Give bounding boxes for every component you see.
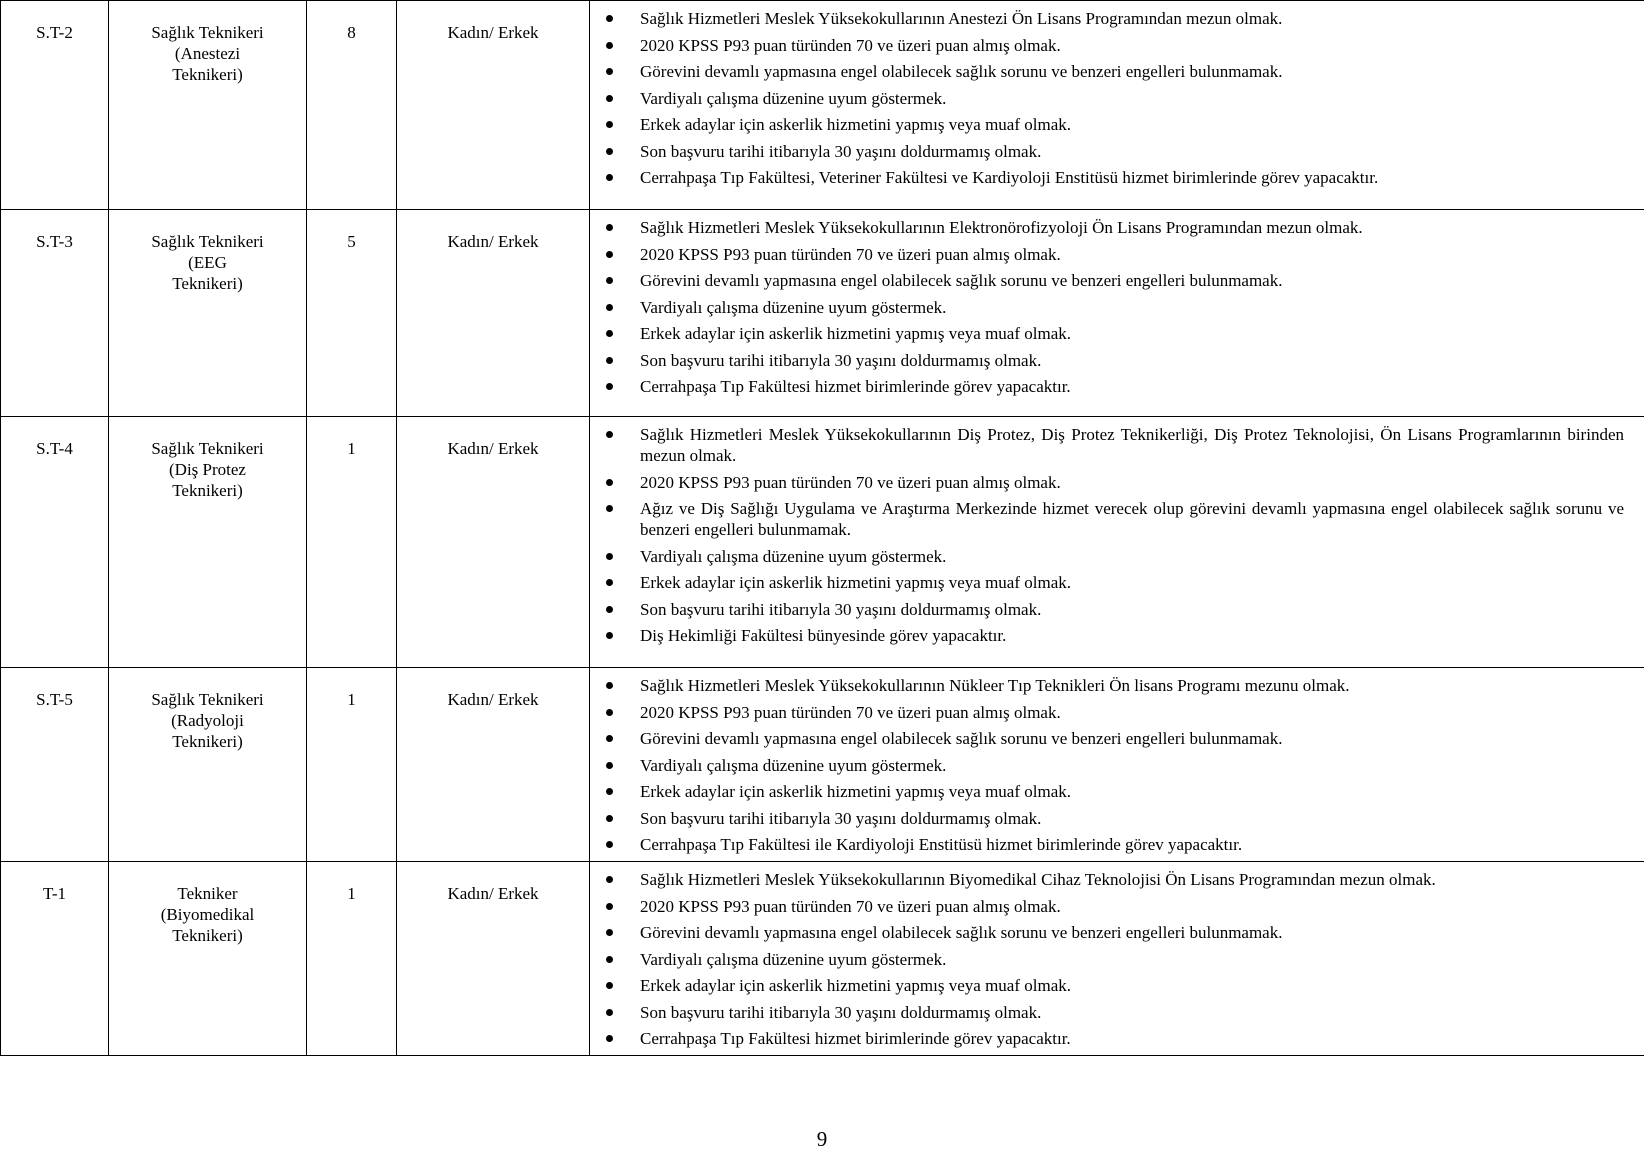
bullet-icon <box>606 788 613 795</box>
requirement-text: Sağlık Hizmetleri Meslek Yüksekokullarının Elektronörofizyoloji Ön Lisans Programından mezun olmak. <box>640 218 1363 237</box>
position-title-line: Teknikeri) <box>172 65 243 84</box>
page-number: 9 <box>816 1127 828 1151</box>
requirements-cell <box>590 1 1644 210</box>
requirements-list <box>602 424 1624 646</box>
requirement-text: 2020 KPSS P93 puan türünden 70 ve üzeri puan almış olmak. <box>640 35 1061 55</box>
requirement-text: Sağlık Hizmetleri Meslek Yüksekokullarının Diş Protez, Diş Protez Teknikerliği, Diş Protez Teknolojisi, Ön Lisans Programlarının birinden mezun olmak. <box>640 425 1624 465</box>
bullet-icon <box>606 553 613 560</box>
table-row <box>1 668 1644 862</box>
table-row <box>1 210 1644 417</box>
table-row <box>1 417 1644 668</box>
bullet-icon <box>606 277 613 284</box>
list-item <box>602 350 1624 371</box>
bullet-icon <box>606 330 613 337</box>
list-item <box>602 755 1624 776</box>
requirement-text: Görevini devamlı yapmasına engel olabilecek sağlık sorunu ve benzeri engelleri bulunmamak. <box>640 923 1283 942</box>
requirement-text: 2020 KPSS P93 puan türünden 70 ve üzeri puan almış olmak. <box>640 896 1061 916</box>
requirement-text: 2020 KPSS P93 puan türünden 70 ve üzeri puan almış olmak. <box>640 702 1061 722</box>
requirements-cell <box>590 417 1644 668</box>
position-title-line: Teknikeri) <box>172 274 243 293</box>
list-item <box>602 949 1624 970</box>
requirement-text: Görevini devamlı yapmasına engel olabilecek sağlık sorunu ve benzeri engelleri bulunmamak. <box>640 729 1283 748</box>
position-count: 1 <box>307 668 397 862</box>
requirement-text: Erkek adaylar için askerlik hizmetini yapmış veya muaf olmak. <box>640 976 1071 995</box>
bullet-icon <box>606 304 613 311</box>
bullet-icon <box>606 174 613 181</box>
requirement-text: Son başvuru tarihi itibarıyla 30 yaşını doldurmamış olmak. <box>640 350 1042 370</box>
position-title-line: Teknikeri) <box>172 481 243 500</box>
requirements-list <box>602 8 1624 188</box>
requirement-text: 2020 KPSS P93 puan türünden 70 ve üzeri puan almış olmak. <box>640 472 1061 492</box>
requirement-text: Vardiyalı çalışma düzenine uyum göstermek. <box>640 755 947 775</box>
table-row <box>1 1 1644 210</box>
list-item <box>602 834 1624 855</box>
bullet-icon <box>606 505 613 512</box>
bullet-icon <box>606 956 613 963</box>
bullet-icon <box>606 251 613 258</box>
bullet-icon <box>606 95 613 102</box>
requirement-text: Vardiyalı çalışma düzenine uyum göstermek. <box>640 88 947 108</box>
position-title-line: (Diş Protez <box>169 460 246 479</box>
requirements-cell <box>590 668 1644 862</box>
requirement-text: Sağlık Hizmetleri Meslek Yüksekokullarının Anestezi Ön Lisans Programından mezun olmak. <box>640 9 1283 28</box>
bullet-icon <box>606 148 613 155</box>
bullet-icon <box>606 431 613 438</box>
bullet-icon <box>606 1009 613 1016</box>
position-gender: Kadın/ Erkek <box>397 1 590 210</box>
position-code: S.T-2 <box>1 1 109 210</box>
list-item <box>602 1002 1624 1023</box>
requirement-text: Erkek adaylar için askerlik hizmetini yapmış veya muaf olmak. <box>640 324 1071 343</box>
list-item <box>602 167 1624 188</box>
position-count: 5 <box>307 210 397 417</box>
position-title-line: Sağlık Teknikeri <box>151 23 264 42</box>
bullet-icon <box>606 224 613 231</box>
bullet-icon <box>606 929 613 936</box>
bullet-icon <box>606 383 613 390</box>
list-item <box>602 1028 1624 1049</box>
bullet-icon <box>606 15 613 22</box>
requirement-text: 2020 KPSS P93 puan türünden 70 ve üzeri puan almış olmak. <box>640 244 1061 264</box>
list-item <box>602 8 1624 29</box>
position-title <box>109 1 307 210</box>
list-item <box>602 297 1624 318</box>
bullet-icon <box>606 982 613 989</box>
requirement-text: Vardiyalı çalışma düzenine uyum göstermek. <box>640 546 947 566</box>
list-item <box>602 61 1624 82</box>
list-item <box>602 376 1624 397</box>
requirements-cell <box>590 862 1644 1056</box>
list-item <box>602 675 1624 696</box>
position-gender: Kadın/ Erkek <box>397 417 590 668</box>
list-item <box>602 270 1624 291</box>
bullet-icon <box>606 42 613 49</box>
bullet-icon <box>606 762 613 769</box>
requirement-text: Cerrahpaşa Tıp Fakültesi hizmet birimlerinde görev yapacaktır. <box>640 1029 1071 1048</box>
position-count: 8 <box>307 1 397 210</box>
list-item <box>602 869 1624 890</box>
position-title <box>109 668 307 862</box>
list-item <box>602 498 1624 540</box>
position-title <box>109 862 307 1056</box>
position-title-line: (Radyoloji <box>171 711 244 730</box>
requirement-text: Ağız ve Diş Sağlığı Uygulama ve Araştırma Merkezinde hizmet verecek olup görevini devamlı yapmasına engel olabilecek sağlık sorunu ve benzeri engelleri bulunmamak. <box>640 499 1624 539</box>
position-code: S.T-4 <box>1 417 109 668</box>
requirements-list <box>602 675 1624 855</box>
list-item <box>602 244 1624 265</box>
list-item <box>602 599 1624 620</box>
requirement-text: Vardiyalı çalışma düzenine uyum göstermek. <box>640 297 947 317</box>
bullet-icon <box>606 606 613 613</box>
position-title-line: Sağlık Teknikeri <box>151 232 264 251</box>
bullet-icon <box>606 903 613 910</box>
list-item <box>602 546 1624 567</box>
requirement-text: Görevini devamlı yapmasına engel olabilecek sağlık sorunu ve benzeri engelleri bulunmamak. <box>640 62 1283 81</box>
position-title-line: (Anestezi <box>174 44 241 63</box>
position-title-line: (EEG <box>188 253 227 272</box>
list-item <box>602 922 1624 943</box>
requirement-text: Erkek adaylar için askerlik hizmetini yapmış veya muaf olmak. <box>640 782 1071 801</box>
requirement-text: Vardiyalı çalışma düzenine uyum göstermek. <box>640 949 947 969</box>
list-item <box>602 424 1624 466</box>
bullet-icon <box>606 479 613 486</box>
position-gender: Kadın/ Erkek <box>397 668 590 862</box>
list-item <box>602 114 1624 135</box>
requirement-text: Son başvuru tarihi itibarıyla 30 yaşını doldurmamış olmak. <box>640 1002 1042 1022</box>
requirement-text: Cerrahpaşa Tıp Fakültesi, Veteriner Fakültesi ve Kardiyoloji Enstitüsü hizmet birimlerinde görev yapacaktır. <box>640 168 1379 187</box>
bullet-icon <box>606 682 613 689</box>
position-code: S.T-3 <box>1 210 109 417</box>
list-item <box>602 35 1624 56</box>
position-count: 1 <box>307 417 397 668</box>
list-item <box>602 625 1624 646</box>
requirement-text: Sağlık Hizmetleri Meslek Yüksekokullarının Biyomedikal Cihaz Teknolojisi Ön Lisans Programından mezun olmak. <box>640 870 1436 889</box>
list-item <box>602 88 1624 109</box>
bullet-icon <box>606 357 613 364</box>
bullet-icon <box>606 632 613 639</box>
position-title-line: (Biyomedikal <box>160 905 255 924</box>
list-item <box>602 896 1624 917</box>
position-code: S.T-5 <box>1 668 109 862</box>
position-gender: Kadın/ Erkek <box>397 862 590 1056</box>
bullet-icon <box>606 68 613 75</box>
bullet-icon <box>606 841 613 848</box>
positions-table-body <box>1 1 1644 1056</box>
requirements-list <box>602 869 1624 1049</box>
bullet-icon <box>606 735 613 742</box>
position-title-line: Teknikeri) <box>172 926 243 945</box>
bullet-icon <box>606 876 613 883</box>
requirements-cell <box>590 210 1644 417</box>
list-item <box>602 323 1624 344</box>
bullet-icon <box>606 121 613 128</box>
list-item <box>602 702 1624 723</box>
bullet-icon <box>606 815 613 822</box>
list-item <box>602 217 1624 238</box>
requirement-text: Erkek adaylar için askerlik hizmetini yapmış veya muaf olmak. <box>640 573 1071 592</box>
position-title-line: Sağlık Teknikeri <box>151 690 264 709</box>
list-item <box>602 808 1624 829</box>
list-item <box>602 728 1624 749</box>
list-item <box>602 472 1624 493</box>
position-gender: Kadın/ Erkek <box>397 210 590 417</box>
list-item <box>602 572 1624 593</box>
requirement-text: Son başvuru tarihi itibarıyla 30 yaşını doldurmamış olmak. <box>640 808 1042 828</box>
requirement-text: Son başvuru tarihi itibarıyla 30 yaşını doldurmamış olmak. <box>640 141 1042 161</box>
list-item <box>602 781 1624 802</box>
requirement-text: Erkek adaylar için askerlik hizmetini yapmış veya muaf olmak. <box>640 115 1071 134</box>
position-count: 1 <box>307 862 397 1056</box>
requirements-list <box>602 217 1624 397</box>
requirement-text: Cerrahpaşa Tıp Fakültesi ile Kardiyoloji Enstitüsü hizmet birimlerinde görev yapacaktır. <box>640 835 1243 854</box>
position-title-line: Teknikeri) <box>172 732 243 751</box>
bullet-icon <box>606 579 613 586</box>
position-title-line: Sağlık Teknikeri <box>151 439 264 458</box>
requirement-text: Diş Hekimliği Fakültesi bünyesinde görev yapacaktır. <box>640 626 1007 645</box>
position-title-line: Tekniker <box>177 884 238 903</box>
requirement-text: Görevini devamlı yapmasına engel olabilecek sağlık sorunu ve benzeri engelleri bulunmamak. <box>640 271 1283 290</box>
requirement-text: Sağlık Hizmetleri Meslek Yüksekokullarının Nükleer Tıp Teknikleri Ön lisans Programı mezunu olmak. <box>640 676 1350 695</box>
requirement-text: Son başvuru tarihi itibarıyla 30 yaşını doldurmamış olmak. <box>640 599 1042 619</box>
position-title <box>109 210 307 417</box>
list-item <box>602 141 1624 162</box>
bullet-icon <box>606 1035 613 1042</box>
position-title <box>109 417 307 668</box>
requirement-text: Cerrahpaşa Tıp Fakültesi hizmet birimlerinde görev yapacaktır. <box>640 377 1071 396</box>
table-row <box>1 862 1644 1056</box>
position-code: T-1 <box>1 862 109 1056</box>
bullet-icon <box>606 709 613 716</box>
list-item <box>602 975 1624 996</box>
